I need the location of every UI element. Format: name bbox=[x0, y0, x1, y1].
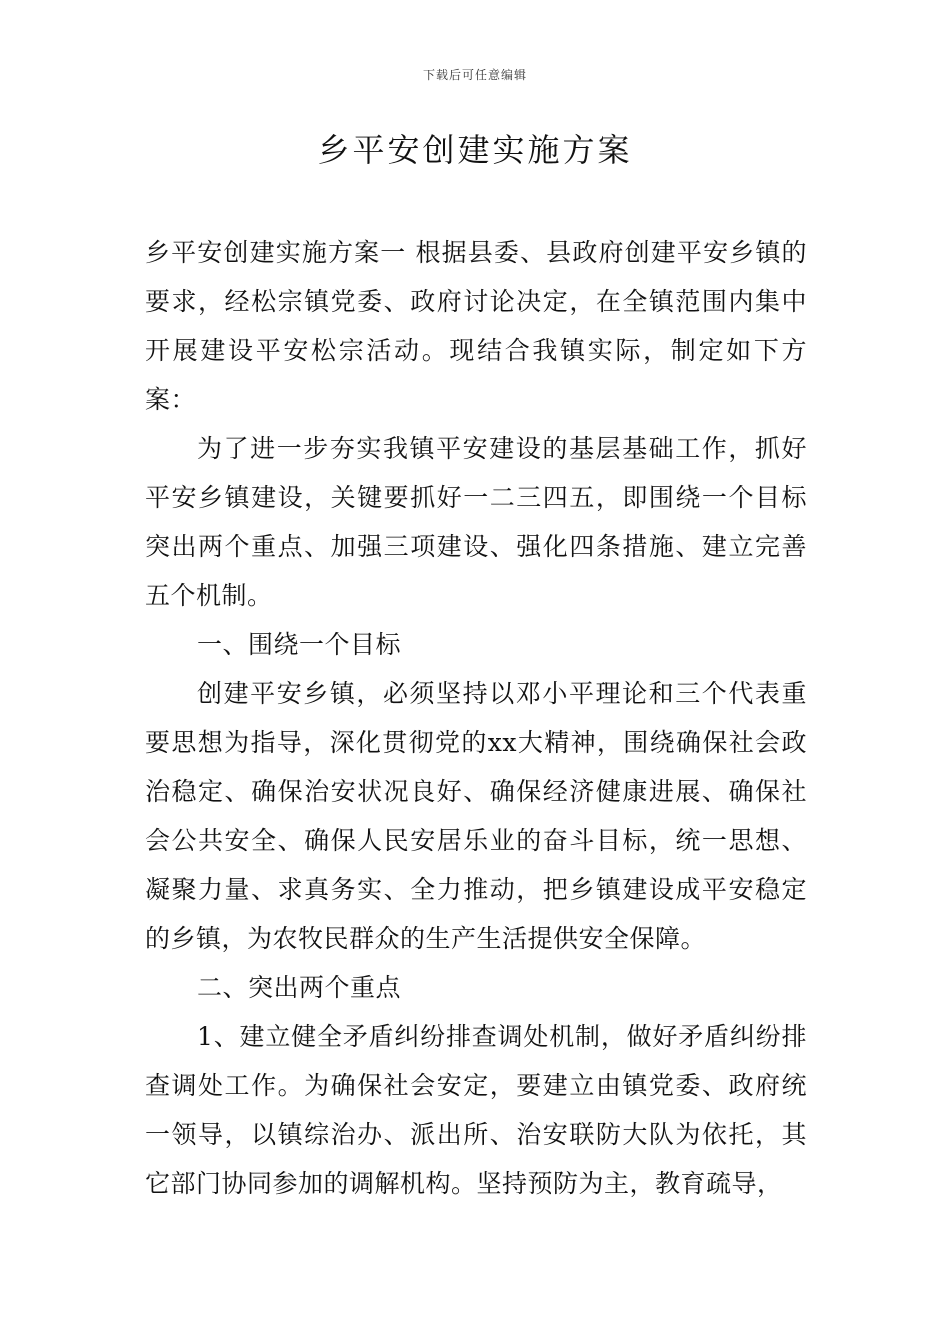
section-heading-2: 二、突出两个重点 bbox=[197, 973, 402, 1002]
section-heading-1: 一、围绕一个目标 bbox=[197, 630, 402, 659]
document-title: 乡平安创建实施方案 bbox=[317, 131, 633, 169]
header-note: 下载后可任意编辑 bbox=[422, 68, 527, 82]
paragraph-overview: 为了进一步夯实我镇平安建设的基层基础工作，抓好平安乡镇建设，关键要抓好一二三四五，即围绕一个目标突出两个重点、加强三项建设、强化四条措施、建立完善五个机制。 bbox=[145, 434, 807, 610]
paragraph-dispute-mechanism: 1、建立健全矛盾纠纷排查调处机制，做好矛盾纠纷排查调处工作。为确保社会安定，要建立由镇党委、政府统一领导，以镇综治办、派出所、治安联防大队为依托，其它部门协同参加的调解机构。坚持预防为主，教育疏导， bbox=[145, 1022, 807, 1198]
paragraph-intro: 乡平安创建实施方案一 根据县委、县政府创建平安乡镇的要求，经松宗镇党委、政府讨论决定，在全镇范围内集中开展建设平安松宗活动。现结合我镇实际，制定如下方案： bbox=[145, 238, 807, 414]
paragraph-goal: 创建平安乡镇，必须坚持以邓小平理论和三个代表重要思想为指导，深化贯彻党的xx大精神，围绕确保社会政治稳定、确保治安状况良好、确保经济健康进展、确保社会公共安全、确保人民安居乐业的奋斗目标，统一思想、凝聚力量、求真务实、全力推动，把乡镇建设成平安稳定的乡镇，为农牧民群众的生产生活提供安全保障。 bbox=[145, 679, 807, 953]
document-body bbox=[145, 228, 807, 1208]
